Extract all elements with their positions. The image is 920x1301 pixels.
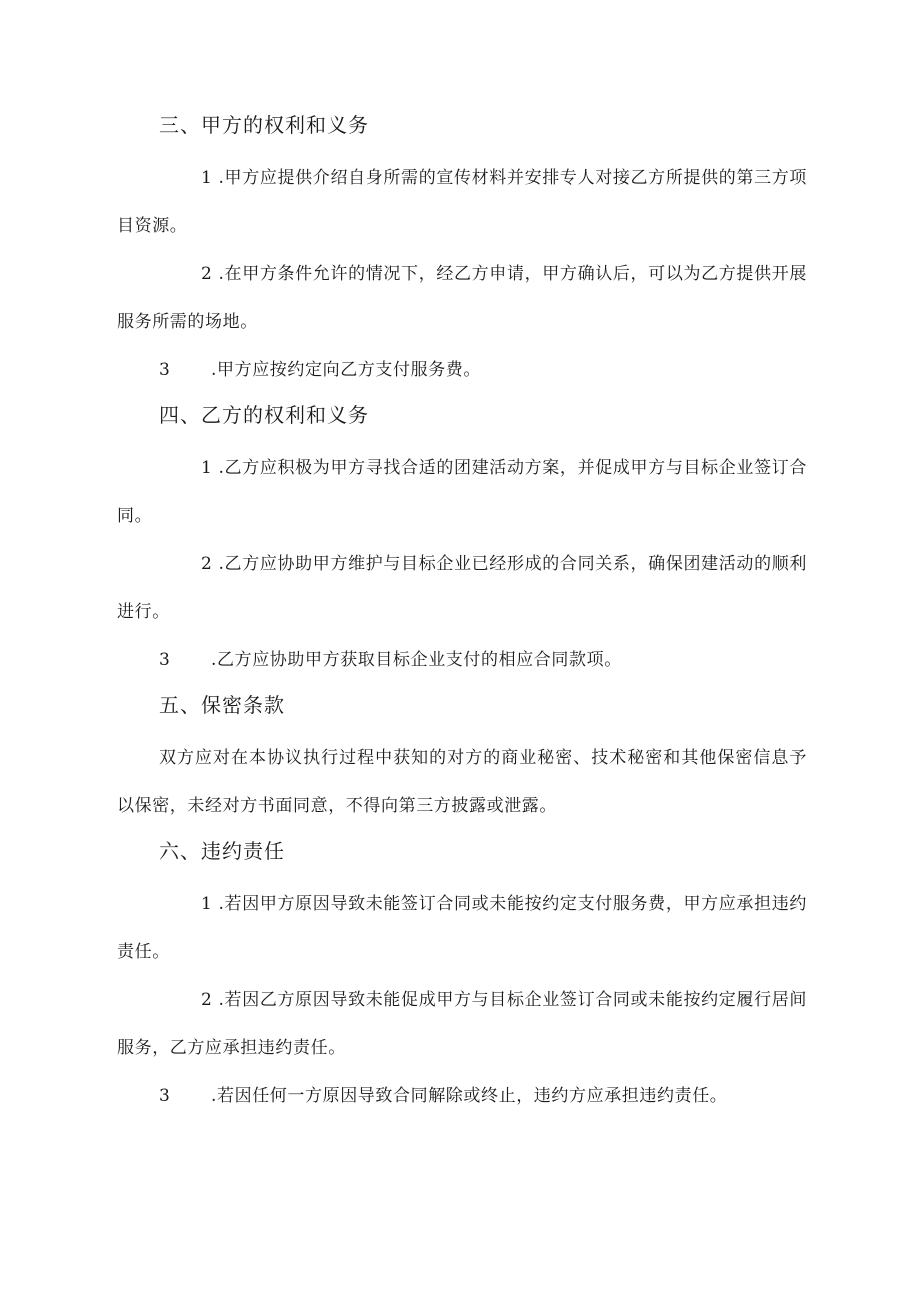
clause-4-2	[117, 540, 807, 636]
clause-6-3	[117, 1072, 807, 1120]
clause-number: 3	[159, 360, 171, 380]
clause-6-1	[117, 880, 807, 976]
section-heading-5: 五、保密条款	[159, 693, 285, 717]
clause-number: 2	[201, 554, 213, 574]
clause-number: 3	[159, 1086, 171, 1106]
clause-number: 3	[159, 650, 171, 670]
confidentiality-body: 双方应对在本协议执行过程中获知的对方的商业秘密、技术秘密和其他保密信息予以保密，未经对方书面同意，不得向第三方披露或泄露。	[117, 748, 807, 816]
clause-3-2	[117, 250, 807, 346]
clause-number: 1	[201, 894, 213, 914]
clause-text: .若因乙方原因导致未能促成甲方与目标企业签订合同或未能按约定履行居间服务，乙方应承担违约责任。	[117, 990, 807, 1058]
document-page	[117, 110, 807, 1120]
clause-4-3	[117, 636, 807, 684]
section-heading-3: 三、甲方的权利和义务	[159, 113, 369, 137]
clause-text: .若因甲方原因导致未能签订合同或未能按约定支付服务费，甲方应承担违约责任。	[117, 894, 807, 962]
clause-text: .若因任何一方原因导致合同解除或终止，违约方应承担违约责任。	[211, 1086, 728, 1106]
clause-text: .甲方应提供介绍自身所需的宣传材料并安排专人对接乙方所提供的第三方项目资源。	[117, 168, 807, 236]
clause-6-2	[117, 976, 807, 1072]
clause-number: 1	[201, 458, 213, 478]
clause-number: 2	[201, 990, 213, 1010]
section-heading-4: 四、乙方的权利和义务	[159, 403, 369, 427]
section-heading-6: 六、违约责任	[159, 839, 285, 863]
clause-number: 2	[201, 264, 213, 284]
clause-text: .乙方应积极为甲方寻找合适的团建活动方案，并促成甲方与目标企业签订合同。	[117, 458, 807, 526]
clause-text: .甲方应按约定向乙方支付服务费。	[211, 360, 482, 380]
clause-3-3	[117, 346, 807, 394]
clause-number: 1	[201, 168, 213, 188]
clause-text: .乙方应协助甲方获取目标企业支付的相应合同款项。	[211, 650, 622, 670]
clause-3-1	[117, 154, 807, 250]
clause-text: .在甲方条件允许的情况下，经乙方申请，甲方确认后，可以为乙方提供开展服务所需的场地。	[117, 264, 807, 332]
clause-4-1	[117, 444, 807, 540]
clause-text: .乙方应协助甲方维护与目标企业已经形成的合同关系，确保团建活动的顺利进行。	[117, 554, 807, 622]
